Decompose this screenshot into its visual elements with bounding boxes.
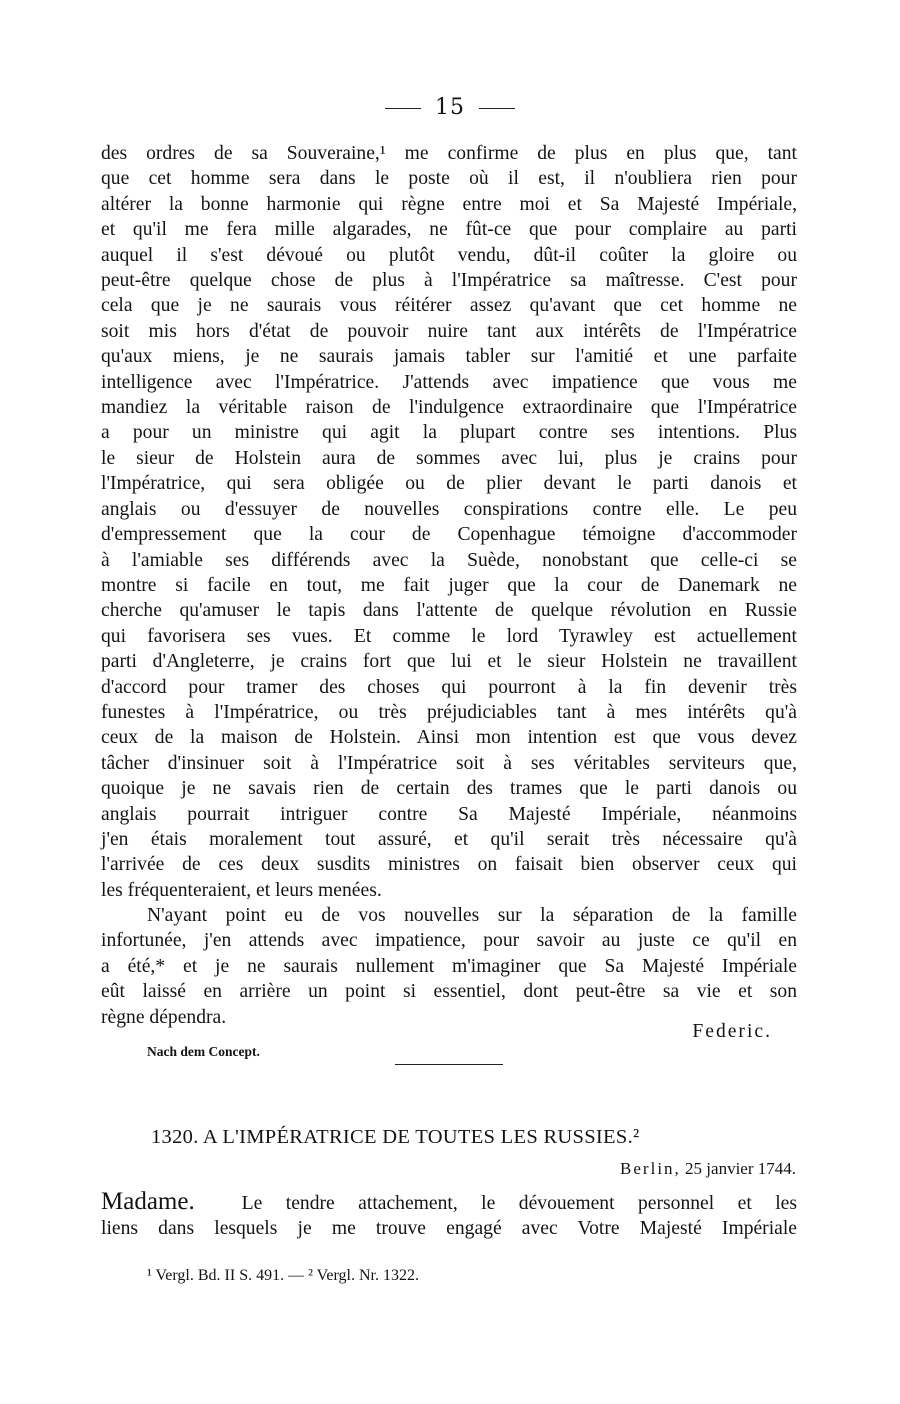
text-line: quoique je ne savais rien de certain des trames que le parti danois ou — [101, 778, 797, 800]
text-line: le sieur de Holstein aura de sommes avec lui, plus je crains pour — [101, 447, 797, 469]
text-line: soit mis hors d'état de pouvoir nuire tant aux intérêts de l'Impératrice — [101, 320, 797, 342]
text-line: intelligence avec l'Impératrice. J'attends avec impatience que vous me — [101, 371, 797, 393]
text-line: tâcher d'insinuer soit à l'Impératrice soit à ses véritables serviteurs que, — [101, 752, 797, 774]
text-line: N'ayant point eu de vos nouvelles sur la séparation de la famille — [147, 905, 797, 926]
text-line: et qu'il me fera mille algarades, ne fût-ce que pour complaire au parti — [101, 219, 797, 241]
text-line: auquel il s'est dévoué ou plutôt vendu, dût-il coûter la gloire ou — [101, 244, 797, 266]
letter-body — [101, 1189, 797, 1242]
text-line: mandiez la véritable raison de l'indulgence extraordinaire que l'Impératrice — [101, 397, 797, 419]
letter-line-1 — [101, 1189, 797, 1216]
text-line: a pour un ministre qui agit la plupart contre ses intentions. Plus — [101, 422, 797, 444]
dateline — [620, 1159, 796, 1179]
text-line: cela que je ne saurais vous réitérer assez qu'avant que cet homme ne — [101, 295, 797, 317]
letter-heading: 1320. A L'IMPÉRATRICE DE TOUTES LES RUSSIES.² — [151, 1126, 640, 1148]
text-line: eût laissé en arrière un point si essentiel, dont peut-être sa vie et son — [101, 981, 797, 1003]
text-line: funestes à l'Impératrice, ou très préjudiciables tant à mes intérêts qu'à — [101, 701, 797, 723]
text-line: peut-être quelque chose de plus à l'Impératrice sa maîtresse. C'est pour — [101, 270, 797, 292]
page-number-dash-left — [385, 108, 421, 109]
text-line: l'arrivée de ces deux susdits ministres on faisait bien observer ceux qui — [101, 854, 797, 876]
text-line: d'empressement que la cour de Copenhague témoigne d'accommoder — [101, 524, 797, 546]
page-number: 15 — [0, 95, 900, 120]
letter-line-2: liens dans lesquels je me trouve engagé avec Votre Majesté Impériale — [101, 1218, 797, 1240]
text-line: a été,* et je ne saurais nullement m'imaginer que Sa Majesté Impériale — [101, 955, 797, 977]
text-line: règne dépendra. — [101, 1006, 227, 1028]
letter-salutation: Madame. — [101, 1188, 195, 1215]
text-line: à l'amiable ses différends avec la Suède, nonobstant que celle-ci se — [101, 549, 797, 571]
section-divider — [395, 1064, 503, 1065]
text-line: montre si facile en tout, me fait juger que la cour de Danemark ne — [101, 574, 797, 596]
page-number-dash-right — [479, 108, 515, 109]
body-paragraph-2 — [101, 903, 797, 1030]
letter-line-1-text: Le tendre attachement, le dévouement personnel et les — [241, 1193, 798, 1214]
footnotes: ¹ Vergl. Bd. II S. 491. — ² Vergl. Nr. 1322. — [147, 1267, 419, 1284]
signature: Federic. — [692, 1021, 772, 1042]
source-note: Nach dem Concept. — [147, 1044, 260, 1059]
text-line: altérer la bonne harmonie qui règne entre moi et Sa Majesté Impériale, — [101, 193, 797, 215]
text-line: qu'aux miens, je ne saurais jamais tabler sur l'amitié et une parfaite — [101, 346, 797, 368]
text-line: anglais pourrait intriguer contre Sa Majesté Impériale, néanmoins — [101, 803, 797, 825]
text-line: les fréquenteraient, et leurs menées. — [101, 879, 382, 901]
text-line: d'accord pour tramer des choses qui pourront à la fin devenir très — [101, 676, 797, 698]
dateline-place: Berlin, — [620, 1159, 681, 1178]
text-line: cherche qu'amuser le tapis dans l'attente de quelque révolution en Russie — [101, 600, 797, 622]
text-line: l'Impératrice, qui sera obligée ou de plier devant le parti danois et — [101, 473, 797, 495]
body-paragraph-1 — [101, 141, 797, 903]
dateline-date: 25 janvier 1744. — [685, 1159, 796, 1178]
text-line: que cet homme sera dans le poste où il est, il n'oubliera rien pour — [101, 168, 797, 190]
text-line: infortunée, j'en attends avec impatience, pour savoir au juste ce qu'il en — [101, 930, 797, 952]
text-line: ceux de la maison de Holstein. Ainsi mon intention est que vous devez — [101, 727, 797, 749]
text-line: qui favorisera ses vues. Et comme le lord Tyrawley est actuellement — [101, 625, 797, 647]
text-line: parti d'Angleterre, je crains fort que lui et le sieur Holstein ne travaillent — [101, 651, 797, 673]
text-line: des ordres de sa Souveraine,¹ me confirme de plus en plus que, tant — [101, 143, 797, 164]
text-line: anglais ou d'essuyer de nouvelles conspirations contre elle. Le peu — [101, 498, 797, 520]
text-line: j'en étais moralement tout assuré, et qu'il serait très nécessaire qu'à — [101, 828, 797, 850]
